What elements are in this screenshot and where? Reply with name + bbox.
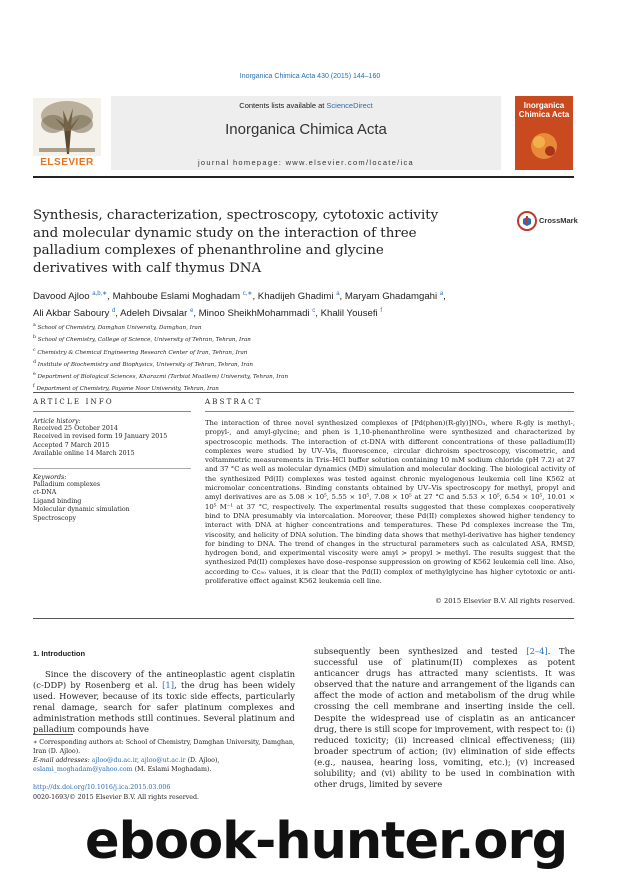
journal-homepage[interactable]: journal homepage: www.elsevier.com/locate/ica — [197, 158, 415, 167]
contents-prefix: Contents lists available at — [239, 101, 325, 110]
keyword-item: Spectroscopy — [33, 514, 77, 522]
cover-title: Inorganica Chimica Acta — [518, 101, 570, 119]
history-item: Accepted 7 March 2015 — [33, 441, 110, 449]
contents-line — [111, 101, 501, 110]
email-link[interactable]: ajloo@du.ac.ir — [91, 757, 138, 764]
author-list — [33, 287, 574, 321]
crossmark-icon — [517, 211, 537, 231]
history-item: Received 25 October 2014 — [33, 425, 118, 432]
keyword-item: ct-DNA — [33, 489, 57, 497]
article-title: Synthesis, characterization, spectroscopy, cytotoxic activity and molecular dynamic study on the interaction of three palladium complexes of phenanthroline and glycine derivatives with calf thymus DNA — [33, 208, 439, 276]
affiliation-item: $^e$ Department of Biological Sciences, Kharazmi (Tarbiat Moallem) University, Tehran, Iran — [33, 372, 289, 380]
author-line-1: Davood Ajloo $^{a,b,∗}$, Mahboube Eslami Moghadam $^{c,∗}$, Khadijeh Ghadimi $^a$, Maryam Ghadamgahi $^a$, — [33, 291, 446, 303]
info-top-rule — [33, 392, 574, 393]
history-label: Article history: — [33, 418, 81, 425]
keyword-item: Palladium complexes — [33, 481, 101, 488]
keyword-item: Ligand binding — [33, 497, 82, 505]
keywords-block — [33, 474, 193, 523]
body-text: , the drug has been widely used. However, because of its toxic side effects, particularly renal damage, search for safer platinum complexes and administration methods still continues. Several platinum and palladium compounds have — [33, 680, 295, 735]
affiliation-list — [33, 321, 574, 395]
sciencedirect-link[interactable]: ScienceDirect — [326, 101, 373, 110]
abstract-copyright: © 2015 Elsevier B.V. All rights reserved. — [434, 597, 575, 605]
author[interactable]: Minoo SheikhMohammadi $^c$ — [198, 308, 316, 320]
abstract-heading: ABSTRACT — [205, 398, 263, 406]
keywords-rule — [33, 468, 191, 469]
citation-link[interactable]: [1] — [162, 680, 174, 691]
info-heading-rule — [33, 411, 191, 412]
section-title: 1. Introduction — [33, 649, 86, 658]
body-right-column — [314, 646, 575, 790]
abstract-text: The interaction of three novel synthesized complexes of [Pd(phen)(R-gly)]NO₃, where R-gly is methyl-, propyl-, and amyl-glycine; and phen is 1,10-phenanthroline were synthesized and characterized by spectroscopic methods. The interaction of ct-DNA with different concentrations of these palladium(II) complexes were studied by UV–Vis, fluorescence, circular dichroism spectroscopy, viscometric, and voltammetric measurements in Tris–HCl buffer solution containing 10 mM sodium chloride (pH 7.2) at 27 and 37 °C as well as molecular dynamics (MD) simulation and molecular docking. The biological activity of the synthesized Pd(II) complexes was tested against chronic myelogenous leukemia cell line K562 at micromolar concentrations. Binding constants obtained by UV–Vis spectroscopy for methyl, propyl and amyl derivatives are as 5.08 × 10⁵, 5.55 × 10⁵, 7.08 × 10⁵ at 27 °C and 5.53 × 10⁵, 6.54 × 10⁵, 10.01 × 10⁵ M⁻¹ at 37 °C, respectively. The experimental results suggested that these complexes cooperatively bind to DNA presumably via intercalation. Moreover, these Pd(II) complexes showed higher tendency to interact with DNA at higher concentrations and temperatures. These Pd complexes increase the Tm, viscosity, and helicity of DNA solution. The binding data shows that methyl-derivative has higher tendency for binding to DNA. The trend of changes in the structural parameters such as calculated ASA, RMSD, hydrogen bond, and experimental viscosity were amyl > propyl > methyl. The results suggest that the synthesized Pd(II) complexes have dose–response suppression on growing of K562 leukemia cell line. Also, according to Cc₅₀ values, it is clear that the Pd(II) complex of methylglycine has higher cytotoxic or anti-proliferative effect against K562 leukemia cell line. — [205, 419, 575, 586]
email-link[interactable]: eslami_moghadam@yahoo.com — [33, 766, 133, 773]
author[interactable]: Mahboube Eslami Moghadam $^{c,∗}$ — [112, 291, 253, 303]
tree-icon — [33, 98, 101, 156]
affiliation-item: $^c$ Chemistry & Chemical Engineering Research Center of Iran, Tehran, Iran — [33, 347, 248, 356]
author[interactable]: Khadijeh Ghadimi $^a$ — [257, 291, 340, 303]
affiliation-item: $^b$ School of Chemistry, College of Science, University of Tehran, Tehran, Iran — [33, 335, 251, 344]
footnote-rule — [33, 734, 73, 735]
corresponding-authors: ∗ Corresponding authors at: School of Chemistry, Damghan University, Damghan, Iran (D. Ajloo). — [33, 739, 295, 755]
abstract-heading-rule — [205, 411, 574, 412]
journal-title: Inorganica Chimica Acta — [225, 121, 387, 138]
doi-link[interactable]: http://dx.doi.org/10.1016/j.ica.2015.03.006 — [33, 784, 171, 791]
history-item: Available online 14 March 2015 — [33, 450, 135, 458]
corresponding-footnote — [33, 738, 295, 774]
history-item: Received in revised form 19 January 2015 — [33, 433, 168, 441]
body-text: subsequently been synthesized and tested — [314, 646, 518, 656]
crossmark-label[interactable]: CrossMark — [539, 216, 578, 225]
author-line-2: Ali Akbar Saboury $^d$, Adeleh Divsalar $^e$, Minoo SheikhMohammadi $^c$, Khalil Yousefi $^f$ — [33, 308, 383, 320]
body-text: . The successful use of platinum(II) complexes as potent anticancer drugs has attracted many scientists. It was observed that the nature and arrangement of the ligands can affect the mode of action and metabolism of the drug while crossing the cell membrane and inserting inside the cell. Despite the widespread use of cisplatin as an anticancer drug, there is still scope for improvement, with respect to: (i) reduced toxicity; (ii) increased clinical effectiveness; (iii) broader spectrum of action; (iv) elimination of side effects (e.g., nausea, hearing loss, vomiting, etc.); (v) increased solubility; and (vi) ability to be used in combination with other drugs, limited by severe — [314, 646, 575, 790]
affiliation-item: $^f$ Department of Chemistry, Payame Noor University, Tehran, Iran — [33, 384, 219, 393]
email-addresses: E-mail addresses: ajloo@du.ac.ir, ajloo@ut.ac.ir (D. Ajloo), eslami_moghadam@yahoo.com (M. Eslami Moghadam). — [33, 757, 220, 773]
body-text: Since the discovery of the antineoplastic agent cisplatin (c-DDP) by Rosenberg et al. — [33, 669, 295, 691]
author[interactable]: Davood Ajloo $^{a,b,∗}$ — [33, 291, 108, 303]
affiliation-item: $^d$ Institute of Biochemistry and Biophysics, University of Tehran, Tehran, Iran — [33, 359, 254, 368]
affiliation-item: $^a$ School of Chemistry, Damghan University, Damghan, Iran — [33, 323, 202, 331]
email-link[interactable]: ajloo@ut.ac.ir — [141, 757, 186, 764]
watermark-text: ebook-hunter.org — [85, 812, 568, 871]
publisher-logo-text: ELSEVIER — [40, 157, 94, 168]
article-history — [33, 418, 193, 459]
issn-line: 0020-1693/© 2015 Elsevier B.V. All rights reserved. — [33, 794, 200, 801]
author[interactable]: Khalil Yousefi $^f$ — [320, 308, 383, 320]
author[interactable]: Maryam Ghadamgahi $^a$ — [344, 291, 444, 303]
citation-link[interactable]: [2–4] — [526, 646, 548, 656]
article-info-heading: ARTICLE INFO — [33, 398, 114, 406]
abstract-bottom-rule — [33, 618, 574, 619]
keyword-item: Molecular dynamic simulation — [33, 506, 130, 514]
author[interactable]: Ali Akbar Saboury $^d$ — [33, 308, 116, 320]
journal-reference[interactable]: Inorganica Chimica Acta 430 (2015) 144–160 — [239, 73, 381, 80]
keywords-label: Keywords: — [33, 474, 67, 481]
header-divider — [33, 176, 574, 178]
author[interactable]: Adeleh Divsalar $^e$ — [120, 308, 194, 320]
body-left-column — [33, 669, 295, 736]
